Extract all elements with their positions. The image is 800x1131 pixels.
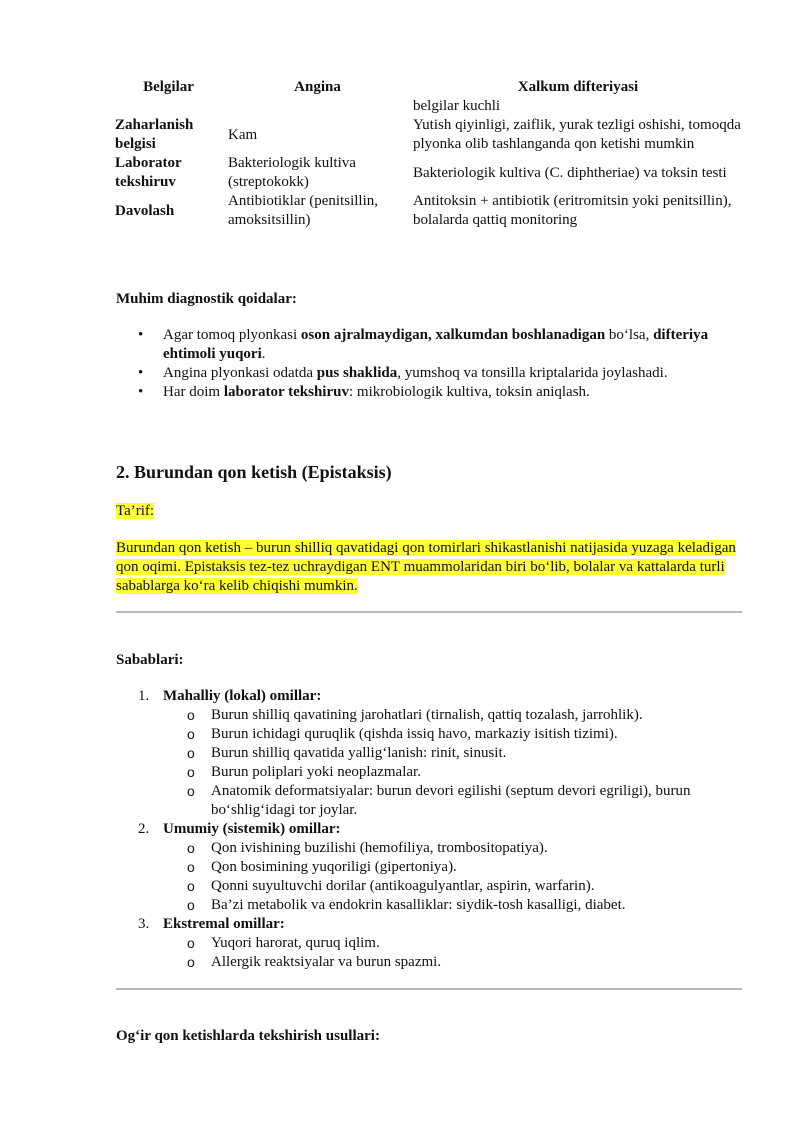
list-item: o Anatomik deformatsiyalar: burun devori egilishi (septum devori egriligi), burun bo‘shlig‘idagi tor joylar. bbox=[163, 782, 746, 820]
item-text: . bbox=[261, 346, 266, 362]
row-label: Davolash bbox=[115, 202, 175, 219]
list-item: o Burun shilliq qavatining jarohatlari (tirnalish, qattiq tozalash, jarrohlik). bbox=[163, 706, 746, 725]
section-heading: 2. Burundan qon ketish (Epistaksis) bbox=[116, 462, 392, 482]
causes-list bbox=[116, 687, 746, 972]
causes-heading: Sabablari: bbox=[116, 652, 184, 668]
cause-sublist bbox=[163, 839, 746, 915]
table-row bbox=[112, 116, 746, 154]
table-cell: belgilar kuchli bbox=[413, 98, 501, 114]
table-cell: Yutish qiyinligi, zaiflik, yurak tezligi oshishi, tomoqda plyonka olib tashlanganda qon ketishi mumkin bbox=[413, 117, 741, 152]
table-cell: Antibiotiklar (penitsillin, amoksitsillin) bbox=[228, 193, 378, 228]
list-item: o Burun shilliq qavatida yallig‘lanish: rinit, sinusit. bbox=[163, 744, 746, 763]
diagnostic-rules-heading: Muhim diagnostik qoidalar: bbox=[116, 291, 297, 307]
table-cell: Antitoksin + antibiotik (eritromitsin yoki penitsillin), bolalarda qattiq monitoring bbox=[413, 193, 732, 228]
item-emphasis: oson ajralmaydigan, xalkumdan boshlanadigan bbox=[300, 327, 606, 343]
item-emphasis: pus shaklida bbox=[316, 365, 398, 381]
definition-label bbox=[116, 502, 154, 521]
definition-paragraph bbox=[116, 539, 748, 596]
list-item bbox=[116, 383, 746, 402]
list-item: o Yuqori harorat, quruq iqlim. bbox=[163, 934, 746, 953]
horizontal-rule bbox=[116, 988, 742, 990]
list-item: o Qon bosimining yuqoriligi (gipertoniya). bbox=[163, 858, 746, 877]
item-emphasis: difteriya ehtimoli yuqori bbox=[163, 327, 709, 362]
item-emphasis: laborator tekshiruv bbox=[223, 384, 349, 400]
list-number: 2. bbox=[138, 821, 150, 837]
table-cell bbox=[112, 97, 225, 116]
table-header-row bbox=[112, 78, 746, 97]
list-number: 1. bbox=[138, 688, 150, 704]
item-text: Angina plyonkasi odatda bbox=[163, 365, 317, 381]
item-text: : mikrobiologik kultiva, toksin aniqlash. bbox=[348, 384, 590, 400]
table-cell: Bakteriologik kultiva (streptokokk) bbox=[228, 155, 356, 190]
item-text: bo‘lsa, bbox=[605, 327, 654, 343]
list-number: 3. bbox=[138, 916, 150, 932]
cause-group bbox=[116, 687, 746, 820]
table-cell: Kam bbox=[228, 126, 258, 143]
cause-sublist bbox=[163, 706, 746, 820]
table-header-cell: Belgilar bbox=[143, 79, 194, 95]
list-item bbox=[116, 364, 746, 383]
table-cell bbox=[225, 97, 410, 116]
list-item: o Qonni suyultuvchi dorilar (antikoagulyantlar, aspirin, warfarin). bbox=[163, 877, 746, 896]
cause-group-title: Ekstremal omillar: bbox=[163, 916, 285, 932]
item-text: Har doim bbox=[163, 384, 224, 400]
cause-group-title: Mahalliy (lokal) omillar: bbox=[163, 688, 322, 704]
row-label: Laborator tekshiruv bbox=[115, 155, 182, 190]
list-item: o Qon ivishining buzilishi (hemofiliya, trombositopatiya). bbox=[163, 839, 746, 858]
list-item: o Ba’zi metabolik va endokrin kasalliklar: siydik-tosh kasalligi, diabet. bbox=[163, 896, 746, 915]
cause-group-title: Umumiy (sistemik) omillar: bbox=[163, 821, 341, 837]
table-header-cell: Angina bbox=[294, 79, 341, 95]
list-item: o Burun ichidagi quruqlik (qishda issiq havo, markaziy isitish tizimi). bbox=[163, 725, 746, 744]
table-row bbox=[112, 97, 746, 116]
item-text: Agar tomoq plyonkasi bbox=[163, 327, 301, 343]
exam-methods-heading: Og‘ir qon ketishlarda tekshirish usullari: bbox=[116, 1028, 380, 1044]
horizontal-rule bbox=[116, 611, 742, 613]
cause-sublist bbox=[163, 934, 746, 972]
item-text: , yumshoq va tonsilla kriptalarida joylashadi. bbox=[397, 365, 668, 381]
list-item bbox=[116, 326, 746, 364]
diagnostic-rules-list bbox=[116, 326, 746, 402]
definition-text: Burundan qon ketish – burun shilliq qavatidagi qon tomirlari shikastlanishi natijasida yuzaga keladigan qon oqimi. Epistaksis tez-tez uchraydigan ENT muammolaridan biri bo‘lib, bolalar va kattalarda turli sabablarga ko‘ra kelib chiqishi mumkin. bbox=[116, 540, 736, 594]
table-row bbox=[112, 154, 746, 192]
table-header-cell: Xalkum difteriyasi bbox=[517, 79, 639, 95]
table-row bbox=[112, 192, 746, 230]
cause-group bbox=[116, 820, 746, 915]
comparison-table bbox=[112, 78, 746, 230]
list-item: o Allergik reaktsiyalar va burun spazmi. bbox=[163, 953, 746, 972]
definition-label-text: Ta’rif: bbox=[116, 503, 155, 519]
row-label: Zaharlanish belgisi bbox=[115, 117, 194, 152]
list-item: o Burun poliplari yoki neoplazmalar. bbox=[163, 763, 746, 782]
table-cell: Bakteriologik kultiva (C. diphtheriae) va toksin testi bbox=[413, 164, 727, 181]
cause-group bbox=[116, 915, 746, 972]
